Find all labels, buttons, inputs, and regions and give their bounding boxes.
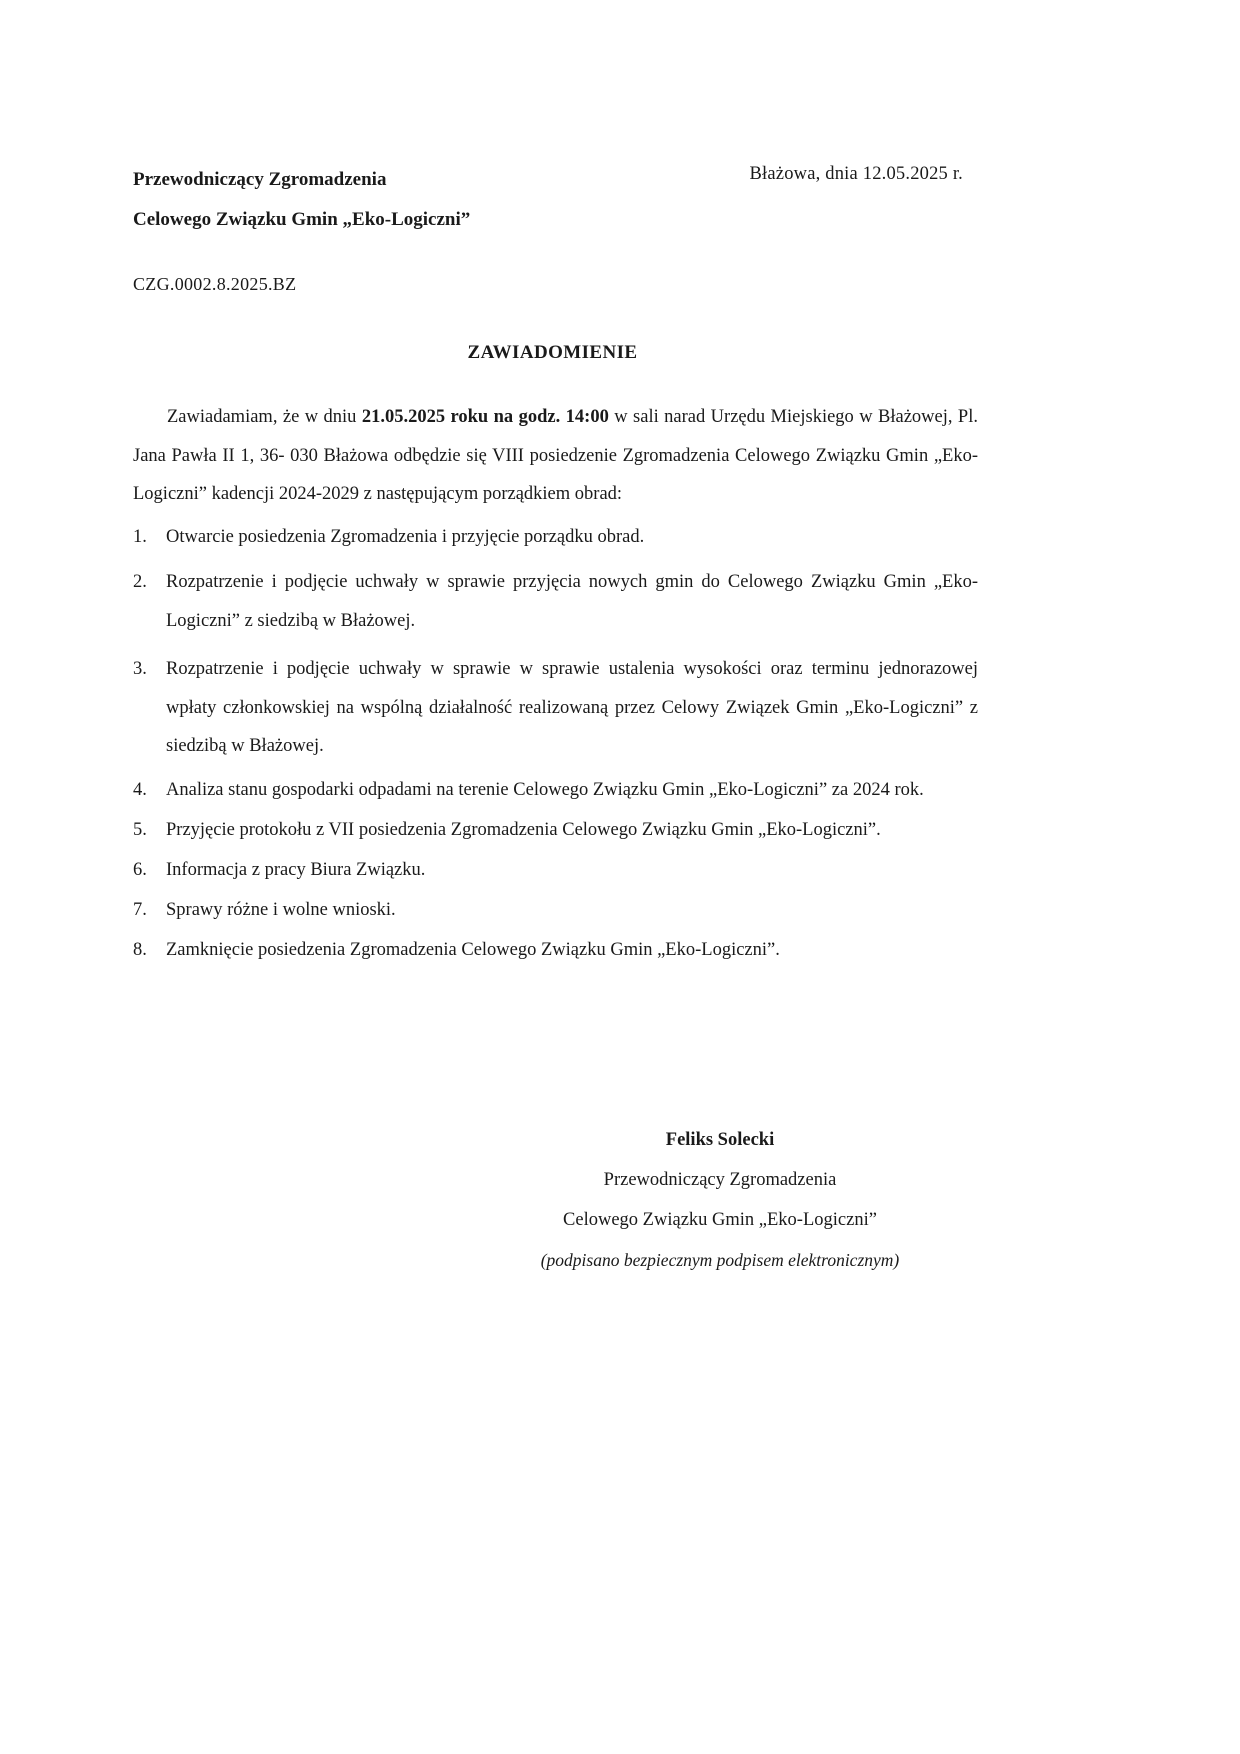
agenda-item-text: Rozpatrzenie i podjęcie uchwały w sprawie w sprawie ustalenia wysokości oraz terminu jednorazowej wpłaty członkowskiej na wspólną działalność realizowaną przez Celowy Związek Gmin „Eko-Logiczni” z siedzibą w Błażowej. [166, 659, 978, 756]
agenda-item-text: Zamknięcie posiedzenia Zgromadzenia Celowego Związku Gmin „Eko-Logiczni”. [166, 939, 780, 960]
place-date: Błażowa, dnia 12.05.2025 r. [749, 164, 963, 184]
agenda-item-text: Analiza stanu gospodarki odpadami na terenie Celowego Związku Gmin „Eko-Logiczni” za 2024 rok. [166, 779, 924, 800]
agenda-item-4 [133, 776, 978, 805]
agenda-item-1 [133, 523, 978, 552]
agenda-item-text: Rozpatrzenie i podjęcie uchwały w sprawie przyjęcia nowych gmin do Celowego Związku Gmin „Eko-Logiczni” z siedzibą w Błażowej. [166, 572, 978, 631]
agenda-item-number: 3. [133, 659, 147, 679]
agenda-item-7 [133, 896, 978, 925]
agenda-item-number: 7. [133, 899, 147, 920]
signature-block [500, 1120, 940, 1280]
intro-text-1: Zawiadamiam, że w dniu [167, 407, 362, 427]
agenda-list [133, 523, 978, 976]
intro-text-2: w sali narad Urzędu Miejskiego w Błażowej, Pl. Jana Pawła II 1, 36- 030 Błażowa odbędzie się VIII posiedzenie Zgromadzenia Celowego Związku Gmin „Eko- Logiczni” kadencji 2024-2029 z następującym porządkiem obrad: [133, 407, 978, 504]
signatory-role-2: Celowego Związku Gmin „Eko-Logiczni” [563, 1210, 877, 1230]
sender-line-2: Celowego Związku Gmin „Eko-Logiczni” [133, 209, 471, 230]
agenda-item-number: 5. [133, 819, 147, 840]
agenda-item-5 [133, 816, 978, 845]
signatory-role-1: Przewodniczący Zgromadzenia [603, 1170, 837, 1190]
agenda-item-text: Sprawy różne i wolne wnioski. [166, 899, 396, 920]
agenda-item-3 [133, 650, 978, 766]
agenda-item-6 [133, 856, 978, 885]
agenda-item-text: Przyjęcie protokołu z VII posiedzenia Zgromadzenia Celowego Związku Gmin „Eko-Logiczni”. [166, 819, 881, 840]
agenda-item-number: 2. [133, 572, 147, 592]
intro-paragraph [133, 398, 978, 514]
reference-number: CZG.0002.8.2025.BZ [133, 274, 297, 294]
agenda-item-number: 8. [133, 939, 147, 960]
agenda-item-text: Otwarcie posiedzenia Zgromadzenia i przyjęcie porządku obrad. [166, 527, 645, 547]
agenda-item-number: 1. [133, 527, 147, 547]
agenda-item-number: 6. [133, 859, 147, 880]
agenda-item-text: Informacja z pracy Biura Związku. [166, 859, 426, 880]
sender-line-1: Przewodniczący Zgromadzenia [133, 169, 387, 190]
agenda-item-2 [133, 563, 978, 640]
document-title: ZAWIADOMIENIE [467, 342, 638, 363]
intro-date-time: 21.05.2025 roku na godz. 14:00 [361, 407, 609, 427]
agenda-item-number: 4. [133, 779, 147, 800]
sender-block [133, 160, 470, 240]
e-signature-note: (podpisano bezpiecznym podpisem elektronicznym) [540, 1250, 900, 1270]
signatory-name: Feliks Solecki [665, 1130, 775, 1150]
agenda-item-8 [133, 936, 978, 965]
